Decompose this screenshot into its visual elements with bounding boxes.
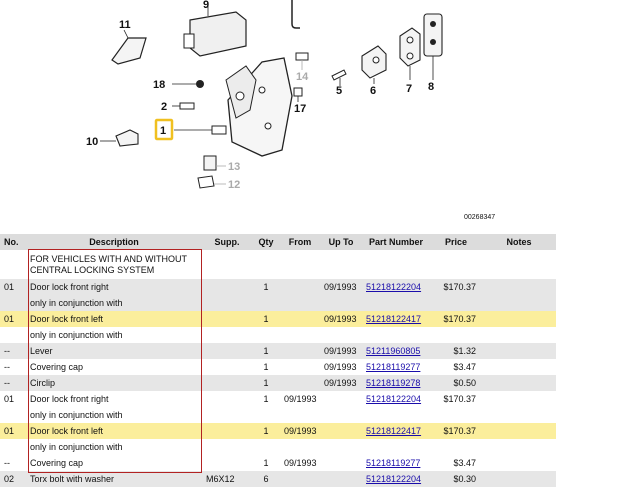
callout-6[interactable]: 6: [370, 85, 377, 97]
row-supp: [202, 375, 252, 391]
row-part-number: [362, 279, 430, 295]
table-row: [0, 423, 556, 439]
row-upto: [320, 295, 362, 311]
row-description: Door lock front left: [26, 311, 202, 327]
row-description: Door lock front left: [26, 423, 202, 439]
row-notes: [482, 343, 556, 359]
row-price: $3.47: [430, 359, 482, 375]
row-upto: 09/1993: [320, 279, 362, 295]
parts-diagram: [0, 0, 640, 230]
row-notes: [482, 455, 556, 471]
part-5-bolt: [332, 70, 346, 80]
row-from: [280, 311, 320, 327]
row-from: 09/1993: [280, 455, 320, 471]
row-supp: [202, 423, 252, 439]
row-price: $1.32: [430, 343, 482, 359]
row-description: FOR VEHICLES WITH AND WITHOUT CENTRAL LOCKING SYSTEM: [30, 253, 187, 275]
part-17-screw: [294, 88, 302, 96]
row-no: 02: [0, 471, 26, 487]
table-row: [0, 327, 556, 343]
row-from: [280, 250, 320, 279]
row-price: $0.50: [430, 375, 482, 391]
row-notes: [482, 439, 556, 455]
row-supp: [202, 407, 252, 423]
header-price: Price: [430, 234, 482, 250]
part-number-link[interactable]: 51218122417: [366, 426, 422, 436]
row-upto: [320, 423, 362, 439]
row-upto: 09/1993: [320, 343, 362, 359]
table-row: [0, 279, 556, 295]
lock-rod: [292, 0, 300, 28]
row-upto: [320, 327, 362, 343]
header-from: From: [280, 234, 320, 250]
row-no: --: [0, 359, 26, 375]
row-from: [280, 327, 320, 343]
row-from: [280, 471, 320, 487]
row-supp: [202, 455, 252, 471]
row-from: [280, 343, 320, 359]
row-upto: [320, 471, 362, 487]
row-qty: 6: [252, 471, 280, 487]
callout-7[interactable]: 7: [406, 83, 413, 95]
row-qty: 1: [252, 391, 280, 407]
row-part-number: [362, 407, 430, 423]
row-price: [430, 327, 482, 343]
table-row: [0, 391, 556, 407]
row-no: [0, 407, 26, 423]
table-row: [0, 343, 556, 359]
row-upto: 09/1993: [320, 311, 362, 327]
part-number-link[interactable]: 51218122204: [366, 394, 422, 404]
row-price: $3.47: [430, 455, 482, 471]
part-10-cover: [116, 130, 138, 146]
row-notes: [482, 250, 556, 279]
row-description: only in conjunction with: [26, 407, 202, 423]
part-number-link[interactable]: 51211960805: [366, 346, 421, 356]
row-qty: 1: [252, 375, 280, 391]
parts-table-body: [0, 250, 556, 487]
row-supp: [202, 311, 252, 327]
row-supp: [202, 359, 252, 375]
row-price: $170.37: [430, 391, 482, 407]
row-upto: [320, 250, 362, 279]
row-qty: 1: [252, 423, 280, 439]
header-part-number: Part Number: [362, 234, 430, 250]
row-part-number: [362, 455, 430, 471]
callout-17[interactable]: 17: [294, 103, 307, 115]
row-notes: [482, 327, 556, 343]
row-upto: [320, 439, 362, 455]
row-description: Door lock front right: [26, 279, 202, 295]
row-upto: [320, 455, 362, 471]
row-part-number: [362, 471, 430, 487]
callout-10[interactable]: 10: [86, 136, 99, 148]
row-price: [430, 407, 482, 423]
table-row: [0, 439, 556, 455]
row-no: --: [0, 375, 26, 391]
part-12-clip: [198, 176, 214, 188]
part-number-link[interactable]: 51218122204: [366, 474, 422, 484]
row-part-number: [362, 375, 430, 391]
row-notes: [482, 375, 556, 391]
row-supp: [202, 343, 252, 359]
row-from: [280, 407, 320, 423]
row-part-number: [362, 311, 430, 327]
table-row: [0, 471, 556, 487]
row-from: 09/1993: [280, 423, 320, 439]
row-price: $170.37: [430, 279, 482, 295]
row-price: $170.37: [430, 423, 482, 439]
drawing-id: 00268347: [464, 214, 496, 221]
row-price: [430, 250, 482, 279]
row-supp: [202, 295, 252, 311]
row-no: [0, 327, 26, 343]
row-no: 01: [0, 391, 26, 407]
part-18-nut: [196, 80, 204, 88]
callout-14[interactable]: 14: [296, 71, 309, 83]
row-part-number: [362, 250, 430, 279]
row-notes: [482, 471, 556, 487]
header-description: Description: [26, 234, 202, 250]
parts-table: [0, 234, 556, 487]
row-qty: [252, 439, 280, 455]
row-notes: [482, 311, 556, 327]
row-notes: [482, 423, 556, 439]
row-upto: [320, 407, 362, 423]
part-7-plate: [400, 28, 420, 66]
row-part-number: [362, 391, 430, 407]
callout-13[interactable]: 13: [228, 161, 241, 173]
part-9-actuator: [190, 12, 246, 56]
part-8-plate: [424, 14, 442, 56]
row-upto: 09/1993: [320, 375, 362, 391]
row-supp: [202, 391, 252, 407]
part-number-link[interactable]: 51218119278: [366, 378, 421, 388]
part-13-lever: [204, 156, 216, 170]
header-qty: Qty: [252, 234, 280, 250]
callout-12[interactable]: 12: [228, 179, 241, 191]
row-qty: 1: [252, 279, 280, 295]
row-supp: M6X12: [202, 471, 252, 487]
row-no: 01: [0, 279, 26, 295]
part-number-link[interactable]: 51218119277: [366, 362, 421, 372]
row-from: [280, 279, 320, 295]
row-price: $0.30: [430, 471, 482, 487]
callout-1[interactable]: 1: [160, 125, 167, 137]
row-upto: 09/1993: [320, 359, 362, 375]
row-description: Torx bolt with washer: [26, 471, 202, 487]
row-description: Lever: [26, 343, 202, 359]
row-part-number: [362, 343, 430, 359]
row-qty: [252, 327, 280, 343]
row-price: [430, 439, 482, 455]
table-header-row: [0, 234, 556, 250]
row-notes: [482, 407, 556, 423]
row-part-number: [362, 359, 430, 375]
row-price: $170.37: [430, 311, 482, 327]
row-no: 01: [0, 311, 26, 327]
table-row: [0, 311, 556, 327]
row-no: [0, 250, 26, 279]
row-qty: 1: [252, 455, 280, 471]
row-notes: [482, 391, 556, 407]
row-description: Door lock front right: [26, 391, 202, 407]
row-description: only in conjunction with: [26, 439, 202, 455]
table-row: [0, 359, 556, 375]
row-qty: 1: [252, 359, 280, 375]
callout-8[interactable]: 8: [428, 81, 435, 93]
row-qty: [252, 295, 280, 311]
row-qty: 1: [252, 311, 280, 327]
row-description: Covering cap: [26, 359, 202, 375]
table-row: [0, 250, 556, 279]
part-2-bolt: [180, 103, 194, 109]
part-14-screw: [296, 53, 308, 60]
row-from: [280, 359, 320, 375]
callout-18[interactable]: 18: [153, 79, 166, 91]
row-no: 01: [0, 423, 26, 439]
row-description: only in conjunction with: [26, 295, 202, 311]
header-no: No.: [0, 234, 26, 250]
header-upto: Up To: [320, 234, 362, 250]
row-from: [280, 375, 320, 391]
row-upto: [320, 391, 362, 407]
row-part-number: [362, 295, 430, 311]
table-row: [0, 295, 556, 311]
row-supp: [202, 439, 252, 455]
row-no: [0, 295, 26, 311]
row-no: [0, 439, 26, 455]
header-notes: Notes: [482, 234, 556, 250]
part-number-link[interactable]: 51218122417: [366, 314, 422, 324]
row-description: Circlip: [26, 375, 202, 391]
table-row: [0, 407, 556, 423]
row-supp: [202, 279, 252, 295]
callout-9[interactable]: 9: [203, 0, 210, 11]
table-row: [0, 455, 556, 471]
row-from: [280, 295, 320, 311]
callout-11[interactable]: 11: [119, 19, 131, 31]
callout-5[interactable]: 5: [336, 85, 343, 97]
row-notes: [482, 295, 556, 311]
row-part-number: [362, 327, 430, 343]
part-number-link[interactable]: 51218119277: [366, 458, 421, 468]
table-row: [0, 375, 556, 391]
row-no: --: [0, 455, 26, 471]
row-supp: [202, 327, 252, 343]
row-description: Covering cap: [26, 455, 202, 471]
row-description: only in conjunction with: [26, 327, 202, 343]
row-qty: [252, 407, 280, 423]
row-qty: 1: [252, 343, 280, 359]
row-part-number: [362, 439, 430, 455]
part-11-bracket: [112, 38, 146, 64]
row-from: [280, 439, 320, 455]
row-price: [430, 295, 482, 311]
row-supp: [202, 250, 252, 279]
row-no: --: [0, 343, 26, 359]
exploded-view-drawing: [0, 0, 640, 230]
part-number-link[interactable]: 51218122204: [366, 282, 422, 292]
row-notes: [482, 359, 556, 375]
row-qty: [252, 250, 280, 279]
row-from: 09/1993: [280, 391, 320, 407]
row-part-number: [362, 423, 430, 439]
header-supp: Supp.: [202, 234, 252, 250]
callout-2[interactable]: 2: [161, 101, 168, 113]
row-notes: [482, 279, 556, 295]
